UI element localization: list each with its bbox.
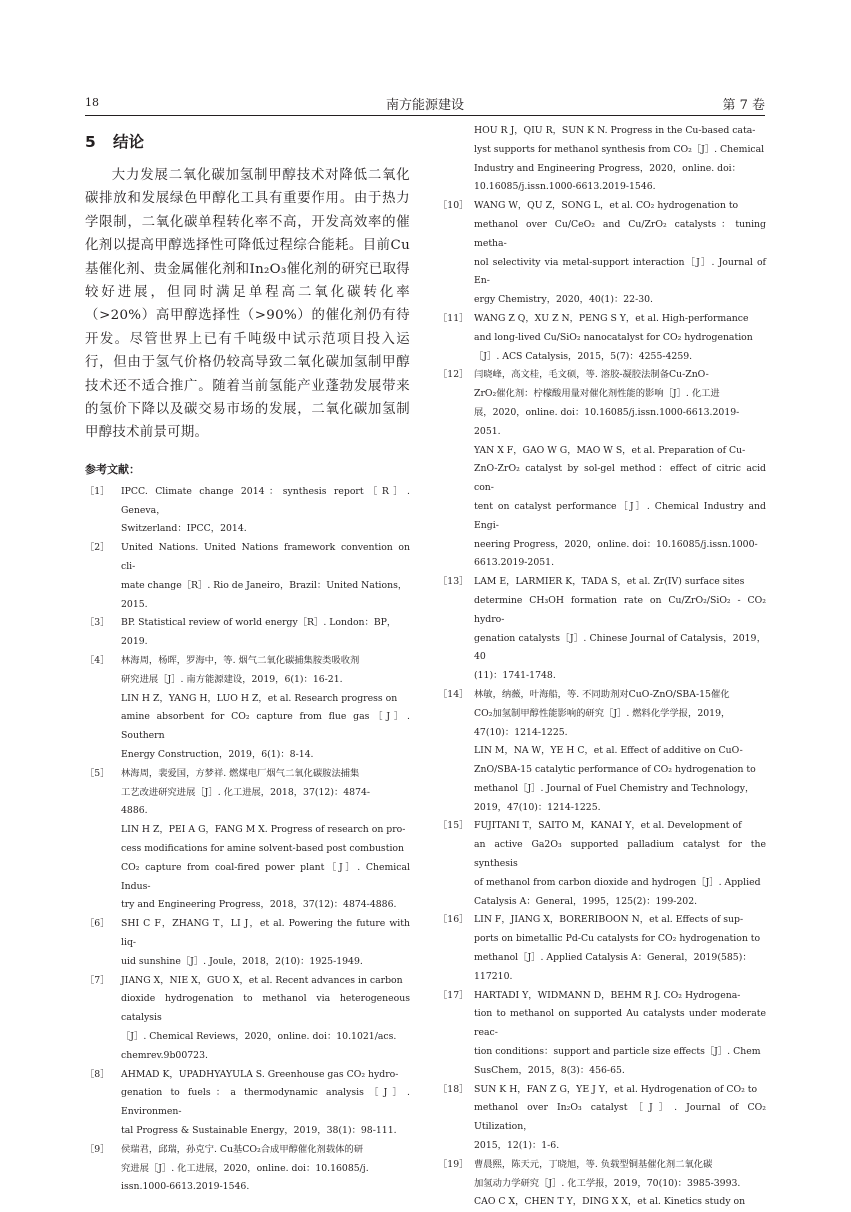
- reference-line: 2019，47(10)：1214-1225.: [474, 801, 601, 813]
- reference-line: Energy Construction，2019，6(1)：8-14.: [121, 749, 314, 761]
- reference-number: ［10］: [438, 200, 469, 212]
- reference-number: ［12］: [438, 369, 469, 381]
- reference-text: [121, 614, 410, 652]
- reference-line: tal Progress & Sustainable Energy，2019，38(1)：98-111.: [121, 1124, 397, 1136]
- reference-text: [474, 1156, 766, 1212]
- reference-line: ports on bimetallic Pd-Cu catalysts for CO₂ hydrogenation to: [474, 933, 761, 945]
- reference-line: YAN X F，GAO W G，MAO W S，et al. Preparation of Cu-: [474, 444, 746, 456]
- reference-text: [121, 972, 410, 1066]
- reference-line: determine CH₃OH formation rate on Cu/ZrO₂/SiO₂ - CO₂ hydro-: [474, 594, 766, 625]
- right-column: [438, 122, 766, 1212]
- reference-number: ［18］: [438, 1083, 469, 1095]
- reference-line: ［J］. ACS Catalysis，2015，5(7)：4255-4259.: [474, 350, 693, 362]
- reference-text: [121, 1141, 410, 1197]
- reference-number: ［14］: [438, 688, 469, 700]
- reference-text: [474, 1081, 766, 1156]
- reference-text: [121, 539, 410, 614]
- reference-number: ［8］: [85, 1068, 110, 1080]
- reference-line: Catalysis A：General，1995，125(2)：199-202.: [474, 895, 698, 907]
- reference-line: cess modifications for amine solvent-based post combustion: [121, 843, 404, 855]
- reference-line: genation catalysts［J］. Chinese Journal of Catalysis，2019，40: [474, 632, 766, 663]
- reference-line: ZnO/SBA-15 catalytic performance of CO₂ hydrogenation to: [474, 764, 756, 776]
- reference-number: ［11］: [438, 312, 469, 324]
- reference-line: lyst supports for methanol synthesis from CO₂［J］. Chemical: [474, 143, 765, 155]
- reference-line: United Nations. United Nations framework convention on cli-: [121, 542, 410, 573]
- reference-line: genation to fuels：a thermodynamic analysis［J］. Environmen-: [121, 1087, 410, 1118]
- reference-line: HOU R J，QIU R，SUN K N. Progress in the Cu-based cata-: [474, 125, 756, 136]
- reference-line: 曹晨熙，陈天元，丁晓旭，等. 负载型铜基催化剂二氧化碳: [474, 1158, 713, 1170]
- reference-line: 加氢动力学研究［J］. 化工学报，2019，70(10)：3985-3993.: [474, 1177, 741, 1189]
- reference-item: [438, 686, 766, 818]
- reference-line: (11)：1741-1748.: [474, 670, 556, 682]
- paragraph-text: 大力发展二氧化碳加氢制甲醇技术对降低二氧化碳排放和发展绿色甲醇化工具有重要作用。由于热力学限制，二氧化碳单程转化率不高，开发高效率的催化剂以提高甲醇选择性可降低过程综合能耗。目前Cu基催化剂、贵金属催化剂和In₂O₃催化剂的研究已取得较好进展，但同时满足单程高二氧化碳转化率（>20%）高甲醇选择性（>90%）的催化剂仍有待开发。尽管世界上已有千吨级中试示范项目投入运行，但由于氢气价格仍较高导致二氧化碳加氢制甲醇技术还不适合推广。随着当前氢能产业蓬勃发展带来的氢价下降以及碳交易市场的发展，二氧化碳加氢制甲醇技术前景可期。: [85, 168, 410, 441]
- reference-number: ［9］: [85, 1143, 110, 1155]
- reference-line: LAM E，LARMIER K，TADA S，et al. Zr(IV) surface sites: [474, 576, 745, 588]
- reference-line: tion conditions：support and particle size effects［J］. Chem: [474, 1046, 761, 1058]
- reference-line: 林海周，杨晖，罗海中，等. 烟气二氧化碳捕集胺类吸收剂: [121, 655, 360, 667]
- reference-item: [438, 987, 766, 1081]
- reference-line: CO₂ capture from coal-fired power plant［J］. Chemical Indus-: [121, 861, 410, 892]
- reference-line: WANG W，QU Z，SONG L，et al. CO₂ hydrogenation to: [474, 200, 739, 212]
- conclusion-paragraph: [85, 164, 410, 445]
- reference-line: uid sunshine［J］. Joule，2018，2(10)：1925-1949.: [121, 955, 363, 967]
- reference-line: dioxide hydrogenation to methanol via heterogeneous catalysis: [121, 993, 410, 1024]
- reference-line: Industry and Engineering Progress，2020，online. doi：: [474, 162, 741, 174]
- reference-item: [85, 1141, 410, 1197]
- left-column: [85, 122, 410, 1197]
- reference-line: ［J］. Chemical Reviews，2020，online. doi：10.1021/acs.: [121, 1030, 397, 1042]
- reference-text: [474, 366, 766, 573]
- reference-item: [85, 765, 410, 915]
- reference-line: 10.16085/j.issn.1000-6613.2019-1546.: [474, 181, 656, 193]
- reference-line: 研究进展［J］. 南方能源建设，2019，6(1)：16-21.: [121, 673, 343, 685]
- reference-line: HARTADI Y，WIDMANN D，BEHM R J. CO₂ Hydrogena-: [474, 989, 741, 1001]
- running-header: [85, 94, 765, 114]
- reference-line: methanol［J］. Applied Catalysis A：General，2019(585)：: [474, 952, 752, 964]
- reference-line: 2051.: [474, 425, 501, 437]
- reference-text: [121, 1066, 410, 1141]
- reference-line: issn.1000-6613.2019-1546.: [121, 1181, 250, 1193]
- reference-line: 6613.2019-2051.: [474, 557, 555, 569]
- reference-line: Switzerland：IPCC，2014.: [121, 523, 247, 535]
- reference-line: 4886.: [121, 805, 148, 817]
- reference-number: ［1］: [85, 485, 110, 497]
- volume-label: 第 7 卷: [722, 98, 765, 113]
- section-title: 结论: [113, 133, 145, 151]
- reference-item: [85, 972, 410, 1066]
- reference-text: [474, 911, 766, 986]
- reference-line: ZnO-ZrO₂ catalyst by sol-gel method：effect of citric acid con-: [474, 463, 766, 494]
- reference-line: neering Progress，2020，online. doi：10.16085/j.issn.1000-: [474, 538, 758, 550]
- reference-item: [85, 483, 410, 539]
- reference-line: 117210.: [474, 970, 513, 982]
- reference-line: WANG Z Q，XU Z N，PENG S Y，et al. High-performance: [474, 312, 749, 324]
- reference-line: 侯瑞君，邱瑞，孙克宁. Cu基CO₂合成甲醇催化剂载体的研: [121, 1143, 364, 1155]
- reference-line: FUJITANI T，SAITO M，KANAI Y，et al. Development of: [474, 820, 742, 832]
- reference-number: ［2］: [85, 542, 110, 554]
- reference-line: 展，2020，online. doi：10.16085/j.issn.1000-6613.2019-: [474, 406, 740, 418]
- reference-line: SHI C F，ZHANG T，LI J，et al. Powering the future with liq-: [121, 918, 410, 948]
- reference-text: [474, 987, 766, 1081]
- reference-item: [85, 1066, 410, 1141]
- reference-number: ［19］: [438, 1158, 469, 1170]
- reference-line: BP. Statistical review of world energy［R］. London：BP，: [121, 617, 397, 629]
- reference-line: 工艺改进研究进展［J］. 化工进展，2018，37(12)：4874-: [121, 786, 371, 798]
- reference-list-left: [85, 483, 410, 1197]
- reference-number: ［5］: [85, 767, 110, 779]
- reference-item: [438, 310, 766, 366]
- reference-text: [121, 765, 410, 915]
- reference-list-right: [438, 122, 766, 1212]
- reference-line: amine absorbent for CO₂ capture from flue gas［J］. Southern: [121, 711, 410, 742]
- reference-item: [85, 915, 410, 971]
- reference-number: ［17］: [438, 989, 469, 1001]
- reference-line: ZrO₂催化剂：柠檬酸用量对催化剂性能的影响［J］. 化工进: [474, 388, 720, 400]
- reference-line: ergy Chemistry，2020，40(1)：22-30.: [474, 294, 654, 306]
- reference-item: [438, 911, 766, 986]
- reference-text: [474, 197, 766, 310]
- reference-line: mate change［R］. Rio de Janeiro，Brazil：United Nations，: [121, 579, 408, 591]
- reference-line: LIN M，NA W，YE H C，et al. Effect of additive on CuO-: [474, 745, 743, 757]
- reference-item: [85, 614, 410, 652]
- reference-number: ［16］: [438, 914, 469, 926]
- page-number: 18: [85, 96, 99, 109]
- reference-text: [474, 817, 766, 911]
- reference-item: [438, 1156, 766, 1212]
- reference-item: [438, 573, 766, 686]
- section-heading: [85, 130, 410, 154]
- reference-line: AHMAD K，UPADHYAYULA S. Greenhouse gas CO₂ hydro-: [121, 1068, 399, 1080]
- reference-line: and long-lived Cu/SiO₂ nanocatalyst for CO₂ hydrogenation: [474, 331, 753, 343]
- reference-text: [474, 310, 766, 366]
- reference-text: [474, 122, 766, 197]
- header-rule: [85, 115, 765, 116]
- reference-line: LIN F，JIANG X，BORERIBOON N，et al. Effects of sup-: [474, 914, 744, 926]
- reference-line: 2015.: [121, 598, 148, 610]
- reference-item: [438, 197, 766, 310]
- reference-number: ［4］: [85, 655, 110, 667]
- reference-text: [474, 686, 766, 818]
- reference-line: try and Engineering Progress，2018，37(12)：4874-4886.: [121, 899, 397, 911]
- reference-number: ［13］: [438, 576, 469, 588]
- reference-item: [438, 122, 766, 197]
- reference-number: ［6］: [85, 918, 110, 930]
- reference-line: CO₂加氢制甲醇性能影响的研究［J］. 燃料化学学报，2019，: [474, 707, 731, 719]
- reference-line: LIN H Z，YANG H，LUO H Z，et al. Research progress on: [121, 692, 398, 704]
- reference-line: LIN H Z，PEI A G，FANG M X. Progress of research on pro-: [121, 824, 406, 836]
- reference-line: an active Ga2O₃ supported palladium catalyst for the synthesis: [474, 839, 766, 870]
- reference-number: ［7］: [85, 974, 110, 986]
- reference-line: chemrev.9b00723.: [121, 1049, 208, 1061]
- reference-line: 究进展［J］. 化工进展，2020，online. doi：10.16085/j.: [121, 1162, 369, 1174]
- reference-item: [85, 652, 410, 765]
- reference-line: methanol over Cu/CeO₂ and Cu/ZrO₂ catalysts：tuning metha-: [474, 218, 766, 249]
- reference-line: SusChem，2015，8(3)：456-65.: [474, 1064, 625, 1076]
- reference-text: [474, 573, 766, 686]
- section-number: 5: [85, 133, 96, 151]
- reference-text: [121, 483, 410, 539]
- reference-line: SUN K H，FAN Z G，YE J Y，et al. Hydrogenation of CO₂ to: [474, 1083, 758, 1095]
- reference-line: 47(10)：1214-1225.: [474, 726, 568, 738]
- reference-line: nol selectivity via metal-support interaction［J］. Journal of En-: [474, 256, 766, 287]
- reference-item: [85, 539, 410, 614]
- reference-line: tent on catalyst performance［J］. Chemical Industry and Engi-: [474, 500, 766, 531]
- reference-text: [121, 652, 410, 765]
- reference-line: JIANG X，NIE X，GUO X，et al. Recent advances in carbon: [121, 974, 403, 986]
- reference-line: CAO C X，CHEN T Y，DING X X，et al. Kinetics study on: [474, 1196, 746, 1208]
- reference-number: ［3］: [85, 617, 110, 629]
- reference-line: 林海周，裴爱国，方梦祥. 燃煤电厂烟气二氧化碳胺法捕集: [121, 767, 360, 779]
- references-heading: 参考文献：: [85, 462, 140, 476]
- reference-item: [438, 1081, 766, 1156]
- reference-line: methanol over In₂O₃ catalyst［J］. Journal of CO₂ Utilization，: [474, 1102, 766, 1133]
- reference-line: 2019.: [121, 636, 148, 648]
- journal-name: 南方能源建设: [385, 98, 464, 113]
- reference-text: [121, 915, 410, 971]
- reference-item: [438, 817, 766, 911]
- reference-line: methanol［J］. Journal of Fuel Chemistry and Technology，: [474, 782, 755, 794]
- reference-line: of methanol from carbon dioxide and hydrogen［J］. Applied: [474, 876, 761, 888]
- reference-number: ［15］: [438, 820, 469, 832]
- reference-line: 林敏，纳薇，叶海船，等. 不同助剂对CuO-ZnO/SBA-15催化: [474, 688, 730, 700]
- reference-line: 2015，12(1)：1-6.: [474, 1140, 560, 1152]
- reference-line: tion to methanol on supported Au catalysts under moderate reac-: [474, 1008, 766, 1039]
- reference-line: 闫晓峰，高文桂，毛文硕，等. 溶胶-凝胶法制备Cu-ZnO-: [474, 369, 709, 381]
- reference-item: [438, 366, 766, 573]
- reference-line: IPCC. Climate change 2014：synthesis report［R］. Geneva，: [121, 485, 410, 516]
